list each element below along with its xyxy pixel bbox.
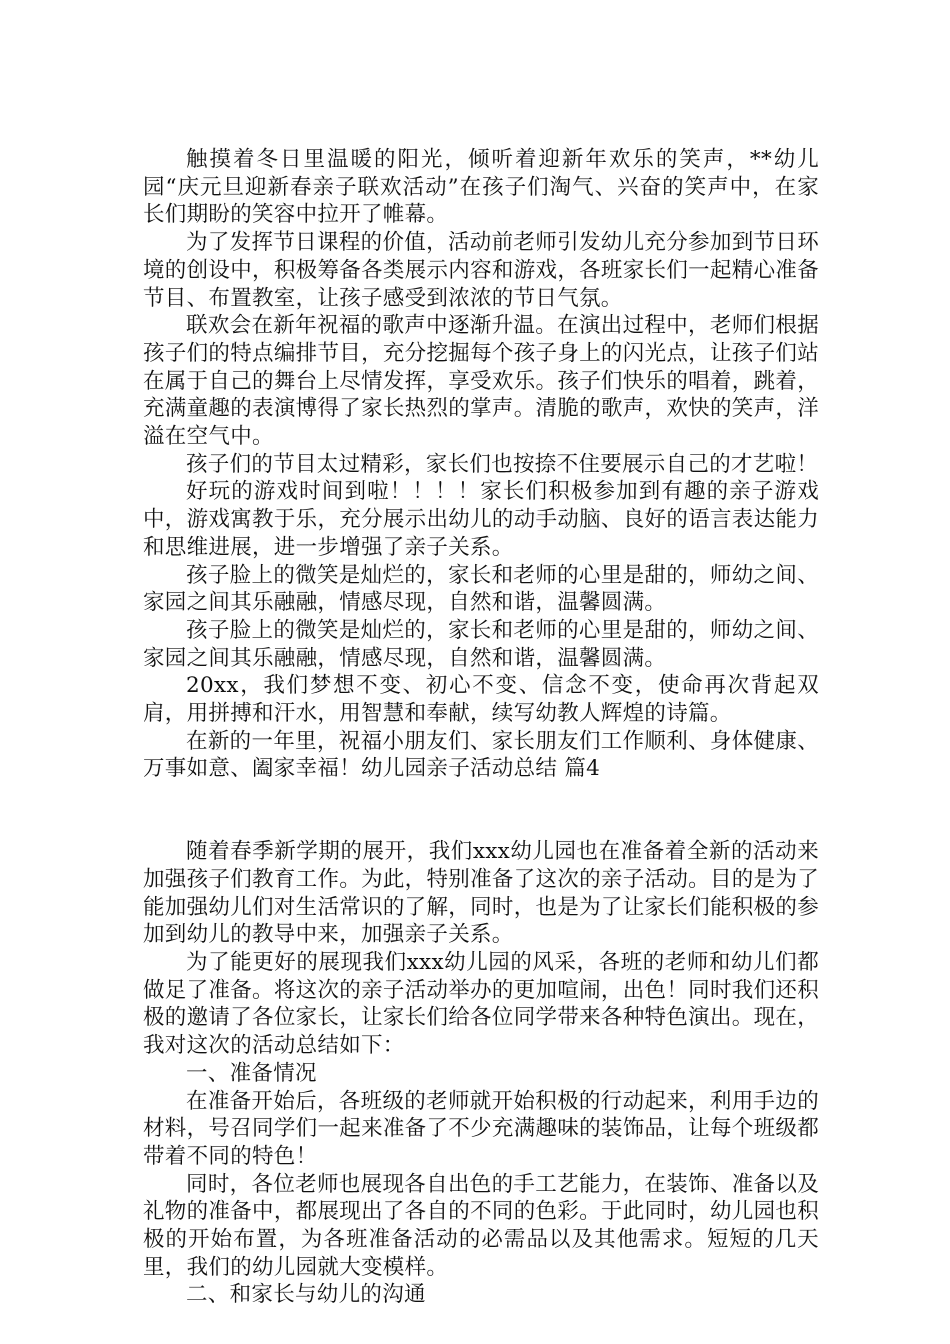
document-page — [143, 146, 819, 1309]
paragraph: 为了能更好的展现我们xxx幼儿园的风采，各班的老师和幼儿们都做足了准备。将这次的亲子活动举办的更加喧闹，出色！同时我们还积极的邀请了各位家长，让家长们给各位同学带来各种特色演出。现在，我对这次的活动总结如下： — [143, 949, 819, 1059]
paragraph: 孩子脸上的微笑是灿烂的，家长和老师的心里是甜的，师幼之间、家园之间其乐融融，情感尽现，自然和谐，温馨圆满。 — [143, 562, 819, 616]
paragraph: 孩子脸上的微笑是灿烂的，家长和老师的心里是甜的，师幼之间、家园之间其乐融融，情感尽现，自然和谐，温馨圆满。 — [143, 617, 819, 671]
paragraph-with-section-title: 在新的一年里，祝福小朋友们、家长朋友们工作顺利、身体健康、万事如意、阖家幸福！幼儿园亲子活动总结 篇4 — [143, 728, 819, 782]
paragraph: 联欢会在新年祝福的歌声中逐渐升温。在演出过程中，老师们根据孩子们的特点编排节目，充分挖掘每个孩子身上的闪光点，让孩子们站在属于自己的舞台上尽情发挥，享受欢乐。孩子们快乐的唱着，跳着，充满童趣的表演博得了家长热烈的掌声。清脆的歌声，欢快的笑声，洋溢在空气中。 — [143, 313, 819, 450]
paragraph: 同时，各位老师也展现各自出色的手工艺能力，在装饰、准备以及礼物的准备中，都展现出了各自的不同的色彩。于此同时，幼儿园也积极的开始布置，为各班准备活动的必需品以及其他需求。短短的几天里，我们的幼儿园就大变模样。 — [143, 1171, 819, 1280]
paragraph: 触摸着冬日里温暖的阳光，倾听着迎新年欢乐的笑声，**幼儿园“庆元旦迎新春亲子联欢活动”在孩子们淘气、兴奋的笑声中，在家长们期盼的笑容中拉开了帷幕。 — [143, 147, 819, 228]
paragraph: 为了发挥节日课程的价值，活动前老师引发幼儿充分参加到节日环境的创设中，积极筹备各类展示内容和游戏，各班家长们一起精心准备节目、布置教室，让孩子感受到浓浓的节日气氛。 — [143, 230, 819, 311]
subheading: 二、和家长与幼儿的沟通 — [186, 1282, 426, 1308]
paragraph: 孩子们的节目太过精彩，家长们也按捺不住要展示自己的才艺啦！ — [186, 451, 819, 477]
paragraph: 在准备开始后，各班级的老师就开始积极的行动起来，利用手边的材料，号召同学们一起来准备了不少充满趣味的装饰品，让每个班级都带着不同的特色！ — [143, 1088, 819, 1169]
paragraph: 随着春季新学期的展开，我们xxx幼儿园也在准备着全新的活动来加强孩子们教育工作。为此，特别准备了这次的亲子活动。目的是为了能加强幼儿们对生活常识的了解，同时，也是为了让家长们能积极的参加到幼儿的教导中来，加强亲子关系。 — [143, 839, 819, 948]
paragraph: 20xx，我们梦想不变、初心不变、信念不变，使命再次背起双肩，用拼搏和汗水，用智慧和奉献，续写幼教人辉煌的诗篇。 — [143, 673, 819, 727]
section-spacer — [143, 783, 819, 838]
paragraph: 好玩的游戏时间到啦！！！！家长们积极参加到有趣的亲子游戏中，游戏寓教于乐，充分展示出幼儿的动手动脑、良好的语言表达能力和思维进展，进一步增强了亲子关系。 — [143, 479, 819, 560]
subheading: 一、准备情况 — [186, 1060, 317, 1086]
